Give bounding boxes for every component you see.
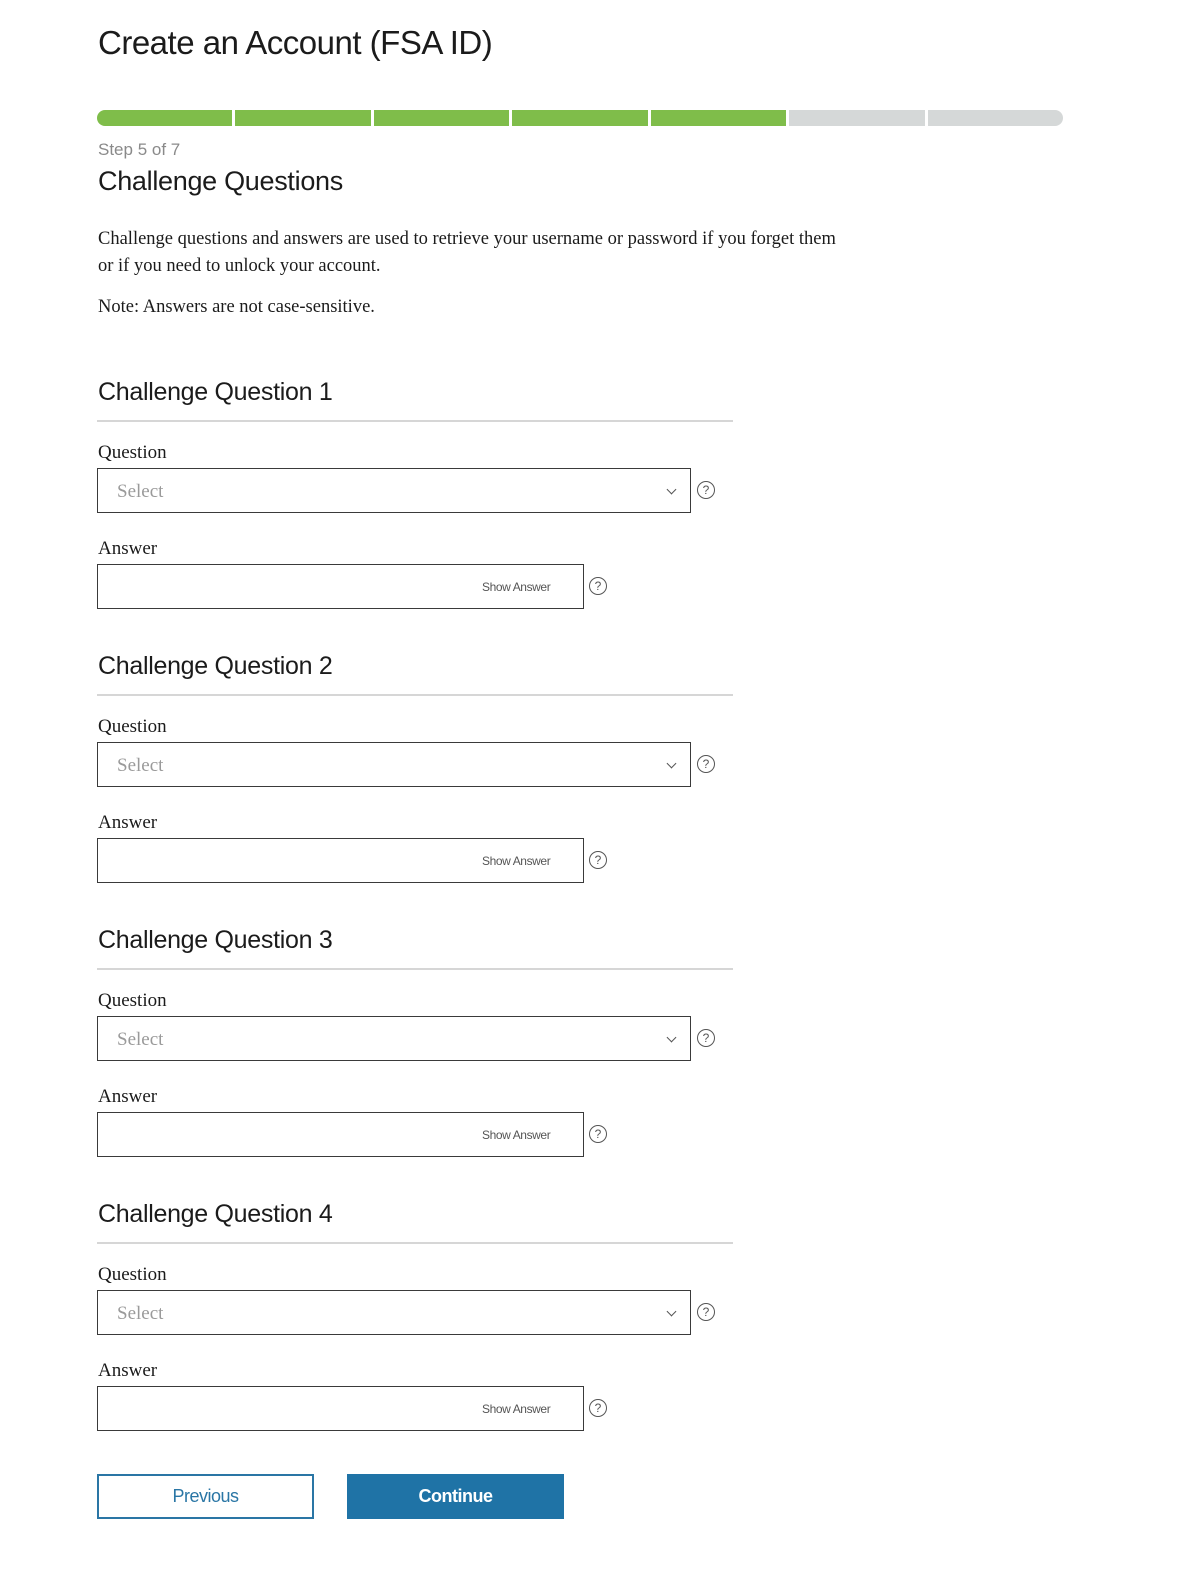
question-4-select[interactable] <box>97 1290 691 1335</box>
progress-segment-2 <box>235 110 370 126</box>
question-label: Question <box>98 990 167 1011</box>
section-divider <box>97 420 733 422</box>
note-text: Note: Answers are not case-sensitive. <box>98 297 375 317</box>
challenge-question-title: Challenge Question 1 <box>98 378 333 406</box>
progress-segment-6 <box>789 110 924 126</box>
progress-segment-4 <box>512 110 647 126</box>
question-label: Question <box>98 442 167 463</box>
challenge-question-title: Challenge Question 4 <box>98 1200 333 1228</box>
challenge-question-2 <box>97 652 737 912</box>
previous-button[interactable]: Previous <box>97 1474 314 1519</box>
help-circle-icon[interactable]: ? <box>589 851 607 869</box>
challenge-question-title: Challenge Question 3 <box>98 926 333 954</box>
select-value: Select <box>117 1029 164 1050</box>
show-answer-3-button[interactable]: Show Answer <box>482 1128 551 1142</box>
chevron-down-icon <box>667 759 677 769</box>
answer-label: Answer <box>98 1360 158 1381</box>
select-value: Select <box>117 755 164 776</box>
help-circle-icon[interactable]: ? <box>697 1303 715 1321</box>
help-circle-icon[interactable]: ? <box>697 1029 715 1047</box>
select-value: Select <box>117 481 164 502</box>
help-circle-icon[interactable]: ? <box>589 1125 607 1143</box>
continue-button[interactable]: Continue <box>347 1474 564 1519</box>
help-circle-icon[interactable]: ? <box>589 577 607 595</box>
help-circle-icon[interactable]: ? <box>697 755 715 773</box>
chevron-down-icon <box>667 1307 677 1317</box>
question-3-select[interactable] <box>97 1016 691 1061</box>
section-divider <box>97 694 733 696</box>
progress-segment-1 <box>97 110 232 126</box>
progress-bar <box>97 110 1063 126</box>
show-answer-1-button[interactable]: Show Answer <box>482 580 551 594</box>
page-title: Create an Account (FSA ID) <box>98 24 493 61</box>
question-label: Question <box>98 716 167 737</box>
challenge-question-3 <box>97 926 737 1186</box>
progress-segment-5 <box>651 110 786 126</box>
select-value: Select <box>117 1303 164 1324</box>
section-title: Challenge Questions <box>98 166 343 196</box>
step-indicator: Step 5 of 7 <box>98 140 181 159</box>
question-1-select[interactable] <box>97 468 691 513</box>
answer-label: Answer <box>98 1086 158 1107</box>
question-label: Question <box>98 1264 167 1285</box>
progress-segment-3 <box>374 110 509 126</box>
show-answer-2-button[interactable]: Show Answer <box>482 854 551 868</box>
answer-label: Answer <box>98 538 158 559</box>
question-2-select[interactable] <box>97 742 691 787</box>
section-divider <box>97 968 733 970</box>
show-answer-4-button[interactable]: Show Answer <box>482 1402 551 1416</box>
section-divider <box>97 1242 733 1244</box>
challenge-question-title: Challenge Question 2 <box>98 652 333 680</box>
challenge-question-1 <box>97 378 737 638</box>
chevron-down-icon <box>667 485 677 495</box>
chevron-down-icon <box>667 1033 677 1043</box>
intro-text: Challenge questions and answers are used to retrieve your username or password if you forget them or if you need to unlock your account. <box>98 229 836 276</box>
progress-segment-7 <box>928 110 1063 126</box>
answer-label: Answer <box>98 812 158 833</box>
help-circle-icon[interactable]: ? <box>589 1399 607 1417</box>
challenge-question-4 <box>97 1200 737 1460</box>
help-circle-icon[interactable]: ? <box>697 481 715 499</box>
